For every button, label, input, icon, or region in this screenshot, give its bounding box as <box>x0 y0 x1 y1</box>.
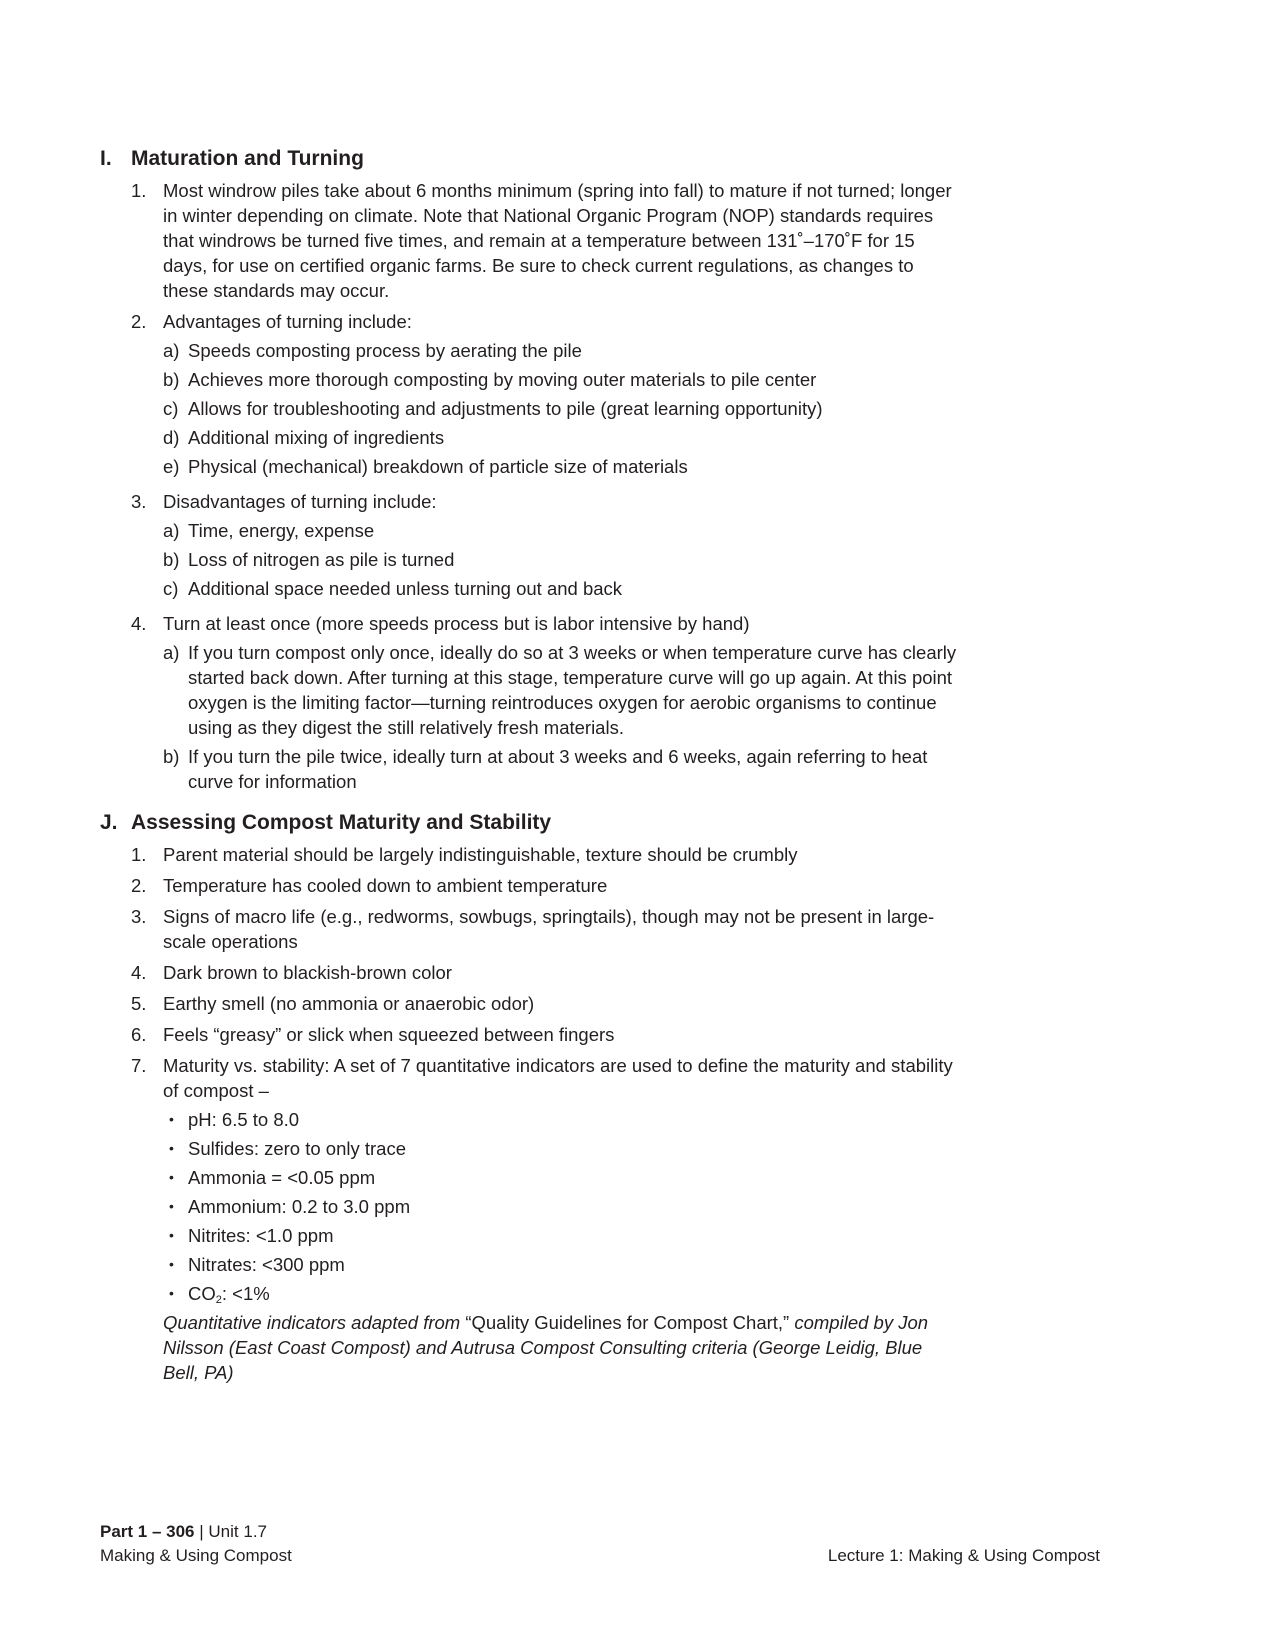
sub-list-item <box>163 576 960 601</box>
item-text: Parent material should be largely indistinguishable, texture should be crumbly <box>163 844 798 865</box>
item-text: Feels “greasy” or slick when squeezed between fingers <box>163 1024 615 1045</box>
item-text: Temperature has cooled down to ambient temperature <box>163 875 608 896</box>
sub-list-item <box>163 518 960 543</box>
sub-list-item <box>163 547 960 572</box>
item-number: 3. <box>131 906 147 927</box>
item-number: 5. <box>131 993 147 1014</box>
item-text: Signs of macro life (e.g., redworms, sowbugs, springtails), though may not be present in large-scale operations <box>163 906 935 952</box>
page-ref: Part 1 – 306 <box>100 1522 195 1541</box>
bullet-glyph: • <box>169 1256 174 1272</box>
item-text: Advantages of turning include: <box>163 311 412 332</box>
sub-list-item <box>163 425 960 450</box>
sub-marker: e) <box>163 456 180 477</box>
footer-separator: | <box>199 1522 204 1541</box>
sub-text: Achieves more thorough composting by moving outer materials to pile center <box>188 369 817 390</box>
item-text: Most windrow piles take about 6 months minimum (spring into fall) to mature if not turned; longer in winter depending on climate. Note that National Organic Program (NOP) standards requires that windrows be turned five times, and remain at a temperature between 131˚–170˚F for 15 days, for use on certified organic farms. Be sure to check current regulations, as changes to these standards may occur. <box>163 180 952 301</box>
bullet-text: Nitrates: <300 ppm <box>188 1254 345 1275</box>
sub-text: Additional space needed unless turning out and back <box>188 578 623 599</box>
co2-subscript: 2 <box>215 1294 222 1306</box>
item-number: 2. <box>131 875 147 896</box>
list-item <box>100 873 960 898</box>
sub-list-item <box>163 640 960 740</box>
sub-text: Loss of nitrogen as pile is turned <box>188 549 455 570</box>
item-text: Dark brown to blackish-brown color <box>163 962 452 983</box>
sub-text: If you turn compost only once, ideally do so at 3 weeks or when temperature curve has clearly started back down. After turning at this stage, temperature curve will go up again. At this point oxygen is the limiting factor—turning reintroduces oxygen for aerobic organisms to continue using as they digest the still relatively fresh materials. <box>188 642 957 738</box>
item-number: 7. <box>131 1055 147 1076</box>
co2-suffix: : <1% <box>221 1283 270 1304</box>
note-part2: “Quality Guidelines for Compost Chart,” <box>465 1312 790 1333</box>
list-item <box>100 611 960 798</box>
sub-marker: b) <box>163 369 180 390</box>
bullet-text-co2 <box>188 1281 960 1306</box>
bullet-item <box>169 1165 960 1190</box>
sub-text: Allows for troubleshooting and adjustments to pile (great learning opportunity) <box>188 398 823 419</box>
item-text: Turn at least once (more speeds process but is labor intensive by hand) <box>163 613 750 634</box>
sub-marker: b) <box>163 746 180 767</box>
list-item <box>100 178 960 303</box>
section-j-list <box>100 842 960 1385</box>
bullet-item <box>169 1107 960 1132</box>
sub-text: Physical (mechanical) breakdown of particle size of materials <box>188 456 688 477</box>
section-i-list <box>100 178 960 798</box>
item-text: Earthy smell (no ammonia or anaerobic odor) <box>163 993 535 1014</box>
bullet-text: Ammonia = <0.05 ppm <box>188 1167 376 1188</box>
sub-text: If you turn the pile twice, ideally turn at about 3 weeks and 6 weeks, again referring to heat curve for information <box>188 746 928 792</box>
bullet-item <box>169 1252 960 1277</box>
note-part1: Quantitative indicators adapted from <box>163 1312 466 1333</box>
footer-left <box>100 1520 292 1568</box>
unit-title: Making & Using Compost <box>100 1546 292 1565</box>
bullet-glyph: • <box>169 1198 174 1214</box>
item-number: 6. <box>131 1024 147 1045</box>
list-item <box>100 960 960 985</box>
item-number: 2. <box>131 311 147 332</box>
bullet-item <box>169 1223 960 1248</box>
section-heading-j <box>100 810 960 836</box>
section-letter: J. <box>100 811 118 834</box>
unit-label: Unit 1.7 <box>208 1522 267 1541</box>
item-number: 4. <box>131 962 147 983</box>
sub-marker: b) <box>163 549 180 570</box>
bullet-text: pH: 6.5 to 8.0 <box>188 1109 300 1130</box>
sub-list <box>163 518 960 601</box>
bullet-glyph: • <box>169 1227 174 1243</box>
sub-text: Speeds composting process by aerating the pile <box>188 340 582 361</box>
sub-list <box>163 338 960 479</box>
bullet-glyph: • <box>169 1285 174 1301</box>
sub-list <box>163 640 960 794</box>
sub-list-item <box>163 454 960 479</box>
sub-marker: a) <box>163 520 180 541</box>
section-heading-i <box>100 146 960 172</box>
item-text: Maturity vs. stability: A set of 7 quantitative indicators are used to define the maturity and stability of compost – <box>163 1055 953 1101</box>
bullet-item <box>169 1136 960 1161</box>
bullet-glyph: • <box>169 1140 174 1156</box>
bullet-text: Ammonium: 0.2 to 3.0 ppm <box>188 1196 411 1217</box>
sub-marker: a) <box>163 340 180 361</box>
sub-list-item <box>163 744 960 794</box>
lecture-title: Lecture 1: Making & Using Compost <box>827 1546 1100 1565</box>
source-note <box>163 1310 960 1385</box>
list-item <box>100 1022 960 1047</box>
list-item <box>100 309 960 483</box>
page-content <box>100 146 960 1397</box>
section-title: Assessing Compost Maturity and Stability <box>131 811 552 834</box>
bullet-item <box>169 1194 960 1219</box>
sub-list-item <box>163 396 960 421</box>
bullet-text: Sulfides: zero to only trace <box>188 1138 406 1159</box>
bullet-text: Nitrites: <1.0 ppm <box>188 1225 334 1246</box>
sub-marker: a) <box>163 642 180 663</box>
note-part3: compiled by Jon Nilsson (East Coast Compost) and Autrusa Compost Consulting criteria (George Leidig, Blue Bell, PA) <box>163 1312 929 1383</box>
bullet-glyph: • <box>169 1111 174 1127</box>
list-item <box>100 991 960 1016</box>
list-item <box>100 489 960 605</box>
sub-list-item <box>163 367 960 392</box>
item-number: 4. <box>131 613 147 634</box>
item-number: 1. <box>131 180 147 201</box>
sub-text: Additional mixing of ingredients <box>188 427 445 448</box>
sub-text: Time, energy, expense <box>188 520 375 541</box>
section-title: Maturation and Turning <box>131 147 364 170</box>
list-item <box>100 904 960 954</box>
sub-marker: d) <box>163 427 180 448</box>
bullet-glyph: • <box>169 1169 174 1185</box>
co2-prefix: CO <box>188 1283 216 1304</box>
sub-marker: c) <box>163 398 179 419</box>
sub-marker: c) <box>163 578 179 599</box>
list-item <box>100 1053 960 1385</box>
item-number: 1. <box>131 844 147 865</box>
sub-list-item <box>163 338 960 363</box>
indicator-bullet-list <box>169 1107 960 1306</box>
list-item <box>100 842 960 867</box>
section-letter: I. <box>100 147 112 170</box>
bullet-item <box>169 1281 960 1306</box>
item-number: 3. <box>131 491 147 512</box>
item-text: Disadvantages of turning include: <box>163 491 437 512</box>
